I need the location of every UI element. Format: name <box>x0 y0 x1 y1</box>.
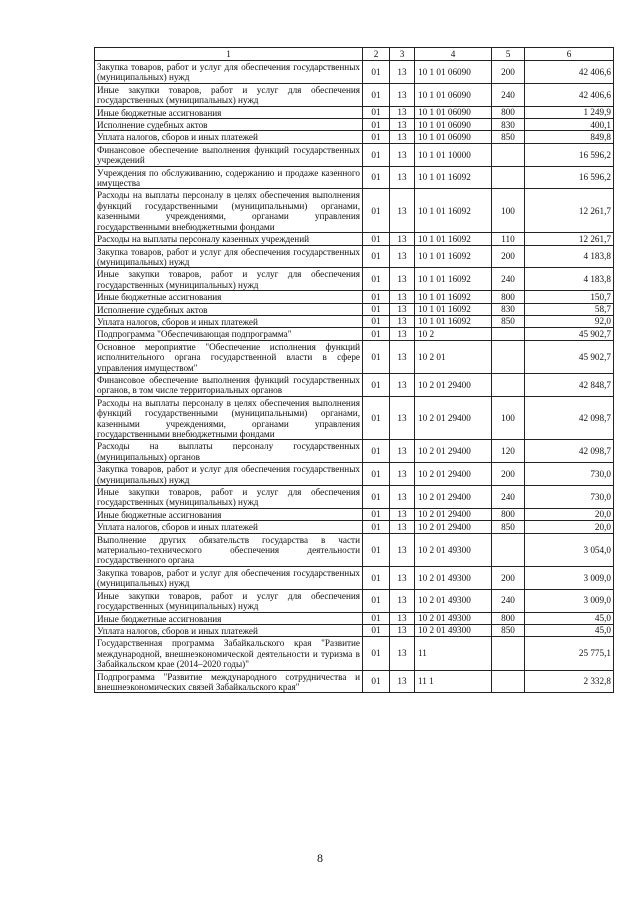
row-amount: 849,8 <box>525 131 614 143</box>
row-expense-type: 830 <box>492 119 525 131</box>
row-name: Основное мероприятие "Обеспечение исполнения функций исполнительного органа государственной власти в сфере управления имуществом" <box>95 340 363 373</box>
table-row <box>95 303 614 315</box>
row-expense-type: 200 <box>492 566 525 589</box>
row-section: 01 <box>363 612 390 624</box>
row-amount: 45,0 <box>525 612 614 624</box>
row-section: 01 <box>363 106 390 118</box>
row-amount: 45 902,7 <box>525 340 614 373</box>
row-expense-type <box>492 328 525 340</box>
row-amount: 12 261,7 <box>525 189 614 233</box>
row-section: 01 <box>363 166 390 189</box>
row-subsection: 13 <box>390 463 415 486</box>
table-body <box>95 48 614 693</box>
row-amount: 92,0 <box>525 315 614 327</box>
row-target-code: 10 1 01 16092 <box>415 233 492 245</box>
row-subsection: 13 <box>390 61 415 84</box>
row-expense-type <box>492 373 525 396</box>
row-subsection: 13 <box>390 106 415 118</box>
row-target-code: 10 1 01 16092 <box>415 315 492 327</box>
row-expense-type: 200 <box>492 61 525 84</box>
header-cell-rz: 2 <box>363 48 390 61</box>
row-target-code: 10 2 01 49300 <box>415 612 492 624</box>
row-subsection: 13 <box>390 486 415 509</box>
row-subsection: 13 <box>390 268 415 291</box>
row-expense-type <box>492 340 525 373</box>
table-row <box>95 463 614 486</box>
row-target-code: 10 2 01 29400 <box>415 396 492 440</box>
row-amount: 150,7 <box>525 291 614 303</box>
row-name: Расходы на выплаты персоналу государственных (муниципальных) органов <box>95 440 363 463</box>
row-amount: 16 596,2 <box>525 166 614 189</box>
row-target-code: 10 2 01 29400 <box>415 521 492 533</box>
row-target-code: 10 1 01 16092 <box>415 268 492 291</box>
row-expense-type <box>492 637 525 670</box>
table-row <box>95 61 614 84</box>
row-subsection: 13 <box>390 166 415 189</box>
row-target-code: 10 2 01 49300 <box>415 533 492 566</box>
row-expense-type <box>492 533 525 566</box>
row-amount: 45 902,7 <box>525 328 614 340</box>
row-subsection: 13 <box>390 508 415 520</box>
row-name: Иные закупки товаров, работ и услуг для обеспечения государственных (муниципальных) нужд <box>95 589 363 612</box>
table-row <box>95 486 614 509</box>
table-row <box>95 83 614 106</box>
row-target-code: 10 1 01 06090 <box>415 83 492 106</box>
row-subsection: 13 <box>390 521 415 533</box>
row-section: 01 <box>363 508 390 520</box>
row-amount: 20,0 <box>525 508 614 520</box>
row-expense-type: 850 <box>492 315 525 327</box>
row-subsection: 13 <box>390 315 415 327</box>
row-section: 01 <box>363 268 390 291</box>
row-expense-type <box>492 166 525 189</box>
table-row <box>95 291 614 303</box>
row-amount: 58,7 <box>525 303 614 315</box>
row-target-code: 10 2 01 29400 <box>415 440 492 463</box>
row-target-code: 10 2 01 <box>415 340 492 373</box>
row-expense-type: 850 <box>492 131 525 143</box>
row-name: Иные закупки товаров, работ и услуг для обеспечения государственных (муниципальных) нужд <box>95 268 363 291</box>
row-amount: 25 775,1 <box>525 637 614 670</box>
row-target-code: 10 1 01 06090 <box>415 131 492 143</box>
row-amount: 42 406,6 <box>525 61 614 84</box>
row-target-code: 10 2 01 49300 <box>415 566 492 589</box>
row-target-code: 10 1 01 10000 <box>415 143 492 166</box>
row-amount: 2 332,8 <box>525 670 614 693</box>
table-row <box>95 131 614 143</box>
row-expense-type: 100 <box>492 189 525 233</box>
row-subsection: 13 <box>390 303 415 315</box>
row-expense-type <box>492 143 525 166</box>
row-section: 01 <box>363 328 390 340</box>
row-subsection: 13 <box>390 670 415 693</box>
row-amount: 400,1 <box>525 119 614 131</box>
row-section: 01 <box>363 440 390 463</box>
row-expense-type: 240 <box>492 83 525 106</box>
table-row <box>95 508 614 520</box>
row-subsection: 13 <box>390 119 415 131</box>
row-target-code: 10 1 01 16092 <box>415 291 492 303</box>
table-row <box>95 119 614 131</box>
table-row <box>95 166 614 189</box>
row-amount: 42 848,7 <box>525 373 614 396</box>
row-expense-type: 200 <box>492 463 525 486</box>
row-section: 01 <box>363 119 390 131</box>
row-subsection: 13 <box>390 533 415 566</box>
row-name: Расходы на выплаты персоналу в целях обеспечения выполнения функций государственными (муниципальными) органами, казенными учреждениями, органами управления государственными внебюджетными фондами <box>95 396 363 440</box>
row-name: Иные закупки товаров, работ и услуг для обеспечения государственных (муниципальных) нужд <box>95 486 363 509</box>
row-subsection: 13 <box>390 233 415 245</box>
row-expense-type: 110 <box>492 233 525 245</box>
row-name: Финансовое обеспечение выполнения функций государственных учреждений <box>95 143 363 166</box>
row-target-code: 10 2 01 49300 <box>415 589 492 612</box>
row-expense-type: 120 <box>492 440 525 463</box>
row-subsection: 13 <box>390 612 415 624</box>
row-subsection: 13 <box>390 245 415 268</box>
row-amount: 1 249,9 <box>525 106 614 118</box>
row-section: 01 <box>363 315 390 327</box>
row-expense-type: 800 <box>492 612 525 624</box>
row-name: Закупка товаров, работ и услуг для обеспечения государственных (муниципальных) нужд <box>95 61 363 84</box>
row-target-code: 10 2 01 29400 <box>415 373 492 396</box>
row-amount: 3 009,0 <box>525 566 614 589</box>
table-row <box>95 268 614 291</box>
row-name: Исполнение судебных актов <box>95 303 363 315</box>
row-expense-type: 200 <box>492 245 525 268</box>
row-subsection: 13 <box>390 83 415 106</box>
row-name: Подпрограмма "Обеспечивающая подпрограмма" <box>95 328 363 340</box>
row-name: Государственная программа Забайкальского края "Развитие международной, внешнеэкономической деятельности и туризма в Забайкальском крае (2014–2020 годы)" <box>95 637 363 670</box>
table-row <box>95 143 614 166</box>
table-row <box>95 624 614 636</box>
row-target-code: 10 2 01 49300 <box>415 624 492 636</box>
row-amount: 730,0 <box>525 486 614 509</box>
row-name: Иные бюджетные ассигнования <box>95 612 363 624</box>
table-row <box>95 533 614 566</box>
table-row <box>95 612 614 624</box>
table-row <box>95 328 614 340</box>
row-target-code: 10 2 <box>415 328 492 340</box>
row-section: 01 <box>363 340 390 373</box>
header-cell-csr: 4 <box>415 48 492 61</box>
header-cell-pr: 3 <box>390 48 415 61</box>
row-subsection: 13 <box>390 328 415 340</box>
row-section: 01 <box>363 589 390 612</box>
row-section: 01 <box>363 396 390 440</box>
row-expense-type: 800 <box>492 508 525 520</box>
header-row <box>95 48 614 61</box>
row-target-code: 10 2 01 29400 <box>415 486 492 509</box>
row-name: Финансовое обеспечение выполнения функций государственных органов, в том числе территориальных органов <box>95 373 363 396</box>
row-name: Расходы на выплаты персоналу в целях обеспечения выполнения функций государственными (муниципальными) органами, казенными учреждениями, органами управления государственными внебюджетными фондами <box>95 189 363 233</box>
row-expense-type: 850 <box>492 624 525 636</box>
row-expense-type: 800 <box>492 291 525 303</box>
row-name: Уплата налогов, сборов и иных платежей <box>95 521 363 533</box>
row-target-code: 10 1 01 06090 <box>415 61 492 84</box>
row-section: 01 <box>363 61 390 84</box>
row-subsection: 13 <box>390 589 415 612</box>
row-section: 01 <box>363 566 390 589</box>
row-amount: 45,0 <box>525 624 614 636</box>
row-amount: 4 183,8 <box>525 245 614 268</box>
row-name: Исполнение судебных актов <box>95 119 363 131</box>
row-section: 01 <box>363 373 390 396</box>
row-target-code: 10 1 01 06090 <box>415 106 492 118</box>
row-name: Уплата налогов, сборов и иных платежей <box>95 315 363 327</box>
row-target-code: 10 1 01 16092 <box>415 303 492 315</box>
row-section: 01 <box>363 233 390 245</box>
row-expense-type: 240 <box>492 268 525 291</box>
row-section: 01 <box>363 670 390 693</box>
row-section: 01 <box>363 143 390 166</box>
row-name: Закупка товаров, работ и услуг для обеспечения государственных (муниципальных) нужд <box>95 245 363 268</box>
row-subsection: 13 <box>390 396 415 440</box>
row-name: Уплата налогов, сборов и иных платежей <box>95 131 363 143</box>
table-row <box>95 233 614 245</box>
row-subsection: 13 <box>390 373 415 396</box>
row-name: Иные бюджетные ассигнования <box>95 291 363 303</box>
row-section: 01 <box>363 637 390 670</box>
row-amount: 730,0 <box>525 463 614 486</box>
row-section: 01 <box>363 245 390 268</box>
row-subsection: 13 <box>390 291 415 303</box>
row-amount: 4 183,8 <box>525 268 614 291</box>
row-name: Выполнение других обязательств государства в части материально-технического обеспечения деятельности государственного органа <box>95 533 363 566</box>
row-amount: 3 009,0 <box>525 589 614 612</box>
row-name: Иные бюджетные ассигнования <box>95 106 363 118</box>
row-name: Подпрограмма "Развитие международного сотрудничества и внешнеэкономических связей Забайкальского края" <box>95 670 363 693</box>
row-subsection: 13 <box>390 624 415 636</box>
row-subsection: 13 <box>390 637 415 670</box>
row-amount: 12 261,7 <box>525 233 614 245</box>
row-subsection: 13 <box>390 566 415 589</box>
header-cell-sum: 6 <box>525 48 614 61</box>
table-row <box>95 315 614 327</box>
row-expense-type: 240 <box>492 486 525 509</box>
row-name: Иные закупки товаров, работ и услуг для обеспечения государственных (муниципальных) нужд <box>95 83 363 106</box>
row-name: Иные бюджетные ассигнования <box>95 508 363 520</box>
row-expense-type: 100 <box>492 396 525 440</box>
row-subsection: 13 <box>390 440 415 463</box>
row-target-code: 10 1 01 06090 <box>415 119 492 131</box>
row-target-code: 10 1 01 16092 <box>415 245 492 268</box>
header-cell-vr: 5 <box>492 48 525 61</box>
page-number: 8 <box>317 851 323 865</box>
table-row <box>95 670 614 693</box>
row-amount: 20,0 <box>525 521 614 533</box>
row-section: 01 <box>363 291 390 303</box>
row-section: 01 <box>363 533 390 566</box>
table-row <box>95 637 614 670</box>
row-target-code: 11 <box>415 637 492 670</box>
row-subsection: 13 <box>390 143 415 166</box>
row-name: Расходы на выплаты персоналу казенных учреждений <box>95 233 363 245</box>
row-amount: 16 596,2 <box>525 143 614 166</box>
table-row <box>95 245 614 268</box>
table-row <box>95 440 614 463</box>
table-row <box>95 373 614 396</box>
row-expense-type: 830 <box>492 303 525 315</box>
table-row <box>95 521 614 533</box>
row-section: 01 <box>363 303 390 315</box>
row-expense-type: 800 <box>492 106 525 118</box>
row-name: Уплата налогов, сборов и иных платежей <box>95 624 363 636</box>
table-row <box>95 566 614 589</box>
table-row <box>95 340 614 373</box>
row-amount: 42 406,6 <box>525 83 614 106</box>
budget-table <box>94 47 614 693</box>
row-section: 01 <box>363 189 390 233</box>
row-subsection: 13 <box>390 340 415 373</box>
row-amount: 3 054,0 <box>525 533 614 566</box>
table-row <box>95 189 614 233</box>
row-expense-type: 850 <box>492 521 525 533</box>
row-target-code: 10 1 01 16092 <box>415 189 492 233</box>
row-name: Закупка товаров, работ и услуг для обеспечения государственных (муниципальных) нужд <box>95 566 363 589</box>
row-subsection: 13 <box>390 189 415 233</box>
row-section: 01 <box>363 83 390 106</box>
table-row <box>95 106 614 118</box>
row-target-code: 11 1 <box>415 670 492 693</box>
row-name: Учреждения по обслуживанию, содержанию и продаже казенного имущества <box>95 166 363 189</box>
row-target-code: 10 1 01 16092 <box>415 166 492 189</box>
header-cell-name: 1 <box>95 48 363 61</box>
row-amount: 42 098,7 <box>525 396 614 440</box>
table-row <box>95 589 614 612</box>
row-expense-type: 240 <box>492 589 525 612</box>
row-subsection: 13 <box>390 131 415 143</box>
row-section: 01 <box>363 521 390 533</box>
row-section: 01 <box>363 463 390 486</box>
row-name: Закупка товаров, работ и услуг для обеспечения государственных (муниципальных) нужд <box>95 463 363 486</box>
row-target-code: 10 2 01 29400 <box>415 463 492 486</box>
row-section: 01 <box>363 624 390 636</box>
row-expense-type <box>492 670 525 693</box>
table-row <box>95 396 614 440</box>
row-target-code: 10 2 01 29400 <box>415 508 492 520</box>
row-section: 01 <box>363 131 390 143</box>
row-amount: 42 098,7 <box>525 440 614 463</box>
row-section: 01 <box>363 486 390 509</box>
